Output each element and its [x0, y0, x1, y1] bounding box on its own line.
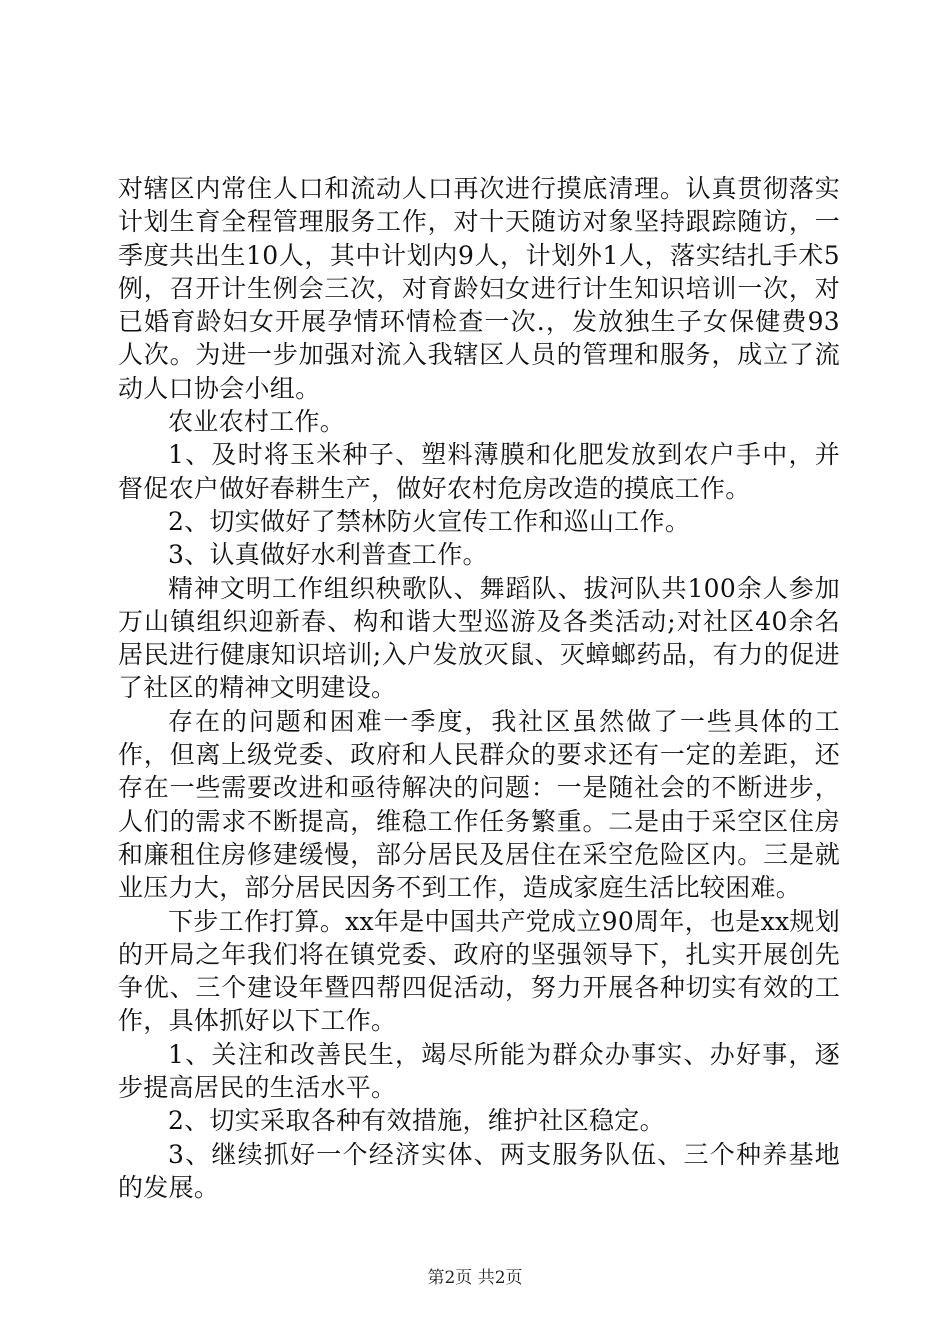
paragraph-next-steps-item-1: 1、关注和改善民生，竭尽所能为群众办事实、办好事，逐步提高居民的生活水平。 — [118, 1039, 840, 1103]
paragraph-next-steps-item-2: 2、切实采取各种有效措施，维护社区稳定。 — [168, 1106, 665, 1136]
paragraph-next-steps: 下步工作打算。xx年是中国共产党成立90周年，也是xx规划的开局之年我们将在镇党委、政府的坚强领导下，扎实开展创先争优、三个建设年暨四帮四促活动，努力开展各种切实有效的工作，具体抓好以下工作。 — [118, 906, 840, 1036]
paragraph-agriculture-item-3: 3、认真做好水利普查工作。 — [168, 540, 488, 570]
page-number-footer: 第2页 共2页 — [427, 1268, 523, 1288]
paragraph-problems-difficulties: 存在的问题和困难一季度，我社区虽然做了一些具体的工作，但离上级党委、政府和人民群众的要求还有一定的差距，还存在一些需要改进和亟待解决的问题：一是随社会的不断进步，人们的需求不断提高，维稳工作任务繁重。二是由于采空区住房和廉租住房修建缓慢，部分居民及居住在采空危险区内。三是就业压力大，部分居民因务不到工作，造成家庭生活比较困难。 — [118, 706, 840, 903]
paragraph-population-management: 对辖区内常住人口和流动人口再次进行摸底清理。认真贯彻落实计划生育全程管理服务工作，对十天随访对象坚持跟踪随访，一季度共出生10人，其中计划内9人，计划外1人，落实结扎手术5例，召开计生例会三次，对育龄妇女进行计生知识培训一次，对已婚育龄妇女开展孕情环情检查一次.，发放独生子女保健费93人次。为进一步加强对流入我辖区人员的管理和服务，成立了流动人口协会小组。 — [118, 174, 840, 403]
paragraph-agriculture-item-1: 1、及时将玉米种子、塑料薄膜和化肥发放到农户手中，并督促农户做好春耕生产，做好农村危房改造的摸底工作。 — [118, 440, 840, 503]
paragraph-spiritual-civilization: 精神文明工作组织秧歌队、舞蹈队、拔河队共100余人参加万山镇组织迎新春、构和谐大型巡游及各类活动;对社区40余名居民进行健康知识培训;入户发放灭鼠、灭蟑螂药品，有力的促进了社区的精神文明建设。 — [118, 573, 840, 703]
document-body — [118, 172, 840, 1204]
paragraph-next-steps-item-3: 3、继续抓好一个经济实体、两支服务队伍、三个种养基地的发展。 — [118, 1139, 840, 1202]
paragraph-agriculture-item-2: 2、切实做好了禁林防火宣传工作和巡山工作。 — [168, 506, 691, 536]
paragraph-agriculture-heading: 农业农村工作。 — [168, 407, 346, 437]
